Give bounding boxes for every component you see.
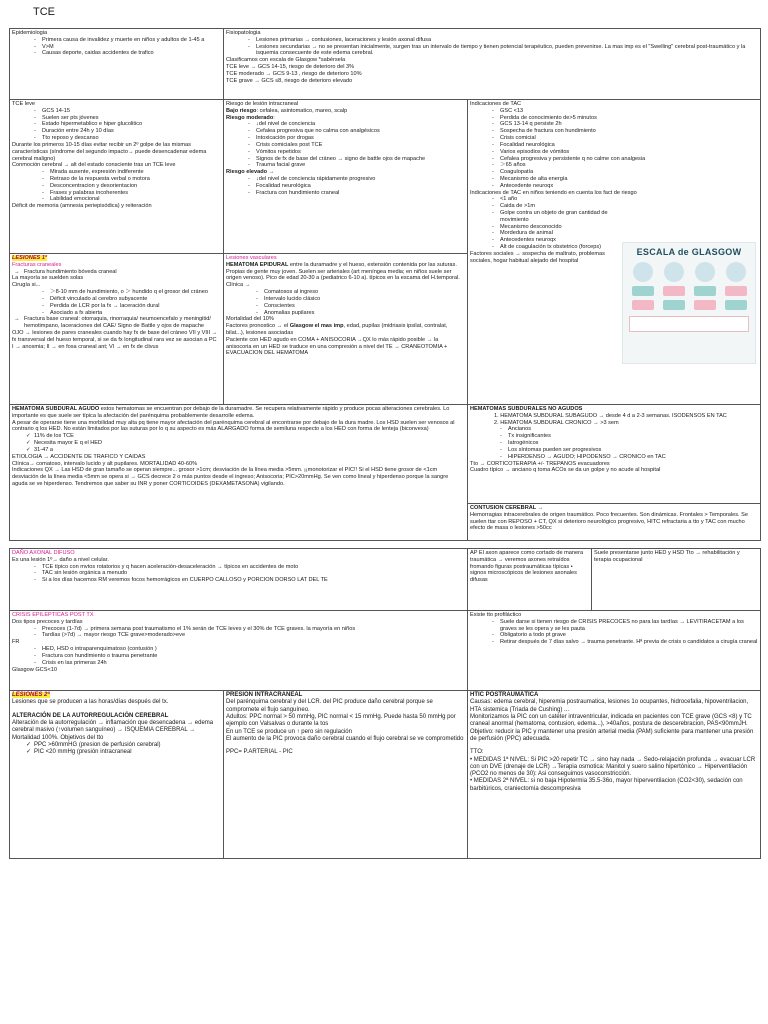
text-line: Clasificamos con escala de Glasgow *sabérsela [226,57,346,64]
text-line: Durante los primeros 10-15 días evitar recibir un 2º golpe de las mismas características (síndrome del segundo impacto→ puede desencadenar edema cerebral maligno) [12,141,207,162]
fracturas-title: Fracturas craneales [12,261,62,268]
text-line: Adultos: PPC normal > 50 mmHg, PIC normal < 15 mmHg. Puede hasta 50 mmHg por ejemplo con Valsalvas o durante la tos [226,713,456,728]
cell-dano-axonal [10,549,468,611]
list-item: - Antecedente neuroqx [470,183,758,190]
text-line: En un TCE se produce un ↑ pero sin regulación [226,728,352,735]
hed-pron-a: Factores pronostico → el [226,323,290,330]
list-item: - Lesiones secundarias → no se presentan inicialmente, surgen tras un intervalo de tiempo y tienen potencial terapéutico, pueden prevenirse. La mas imp es el "Swelling" cerebral post-traumático y la isquemia consecuente de este edema cerebral. [226,44,758,58]
text-line: I → anosmia; II → en fosa craneal ant; VI → en fx de clivus [12,343,159,350]
text-line: → Fractura hundimiento bóveda craneal [12,269,221,276]
list-item: - Golpe contra un objeto de gran cantidad de movimiento [470,210,610,224]
scale-box [694,286,716,296]
hed-text: entre la duramadre y el hueso, extensión contenida por las suturas. Propias de gente muy joven. Suelen ser arteriales (art meníngea media; en niños suele ser origen venoso). Pico de edad 20-30 a (pediatrico 6-10 a). típicos en la escama del H.temporal. [226,261,460,282]
scale-box [725,300,747,310]
score-icon [726,262,746,282]
text-line: TCE grave → GCS ≤8, riesgo de deterioro elevado [226,77,353,84]
list-item: - HIPERDENSO → AGUDO; HIPODENSO → CRONICO en TAC [470,454,758,461]
pic-title: PRESION INTRACRANEAL [226,692,303,698]
text-line: TCE moderado → GCS 9-13 , riesgo de deterioro 10% [226,70,362,77]
scale-box [725,286,747,296]
list-item: - Coagulopatía [470,169,758,176]
list-item: - Cefalea progresiva y persistente q no calme con analgesia [470,156,758,163]
list-item: - Iatrogénicos [470,440,758,447]
speech-icon [664,262,684,282]
text-line: Clínica → [226,282,251,289]
list-item: - Signos de fx de base del cráneo → signo de battle ojos de mapache [226,156,465,163]
list-item: - TCE típico con mvtos rotatorios y q hacen aceleración-desaceleración → típicos en accidentes de moto [12,564,465,571]
text-line: Dos tipos precoces y tardías [12,618,83,625]
list-item: - ↓del nivel de conciencia [226,121,465,128]
list-item: - Fractura con hundimiento o trauma penetrante [12,653,465,660]
list-item: - Déficit vinculado al cerebro subyacente [12,296,221,303]
cell-profilaxis [468,611,761,691]
list-item: - Mecanismo desconocido [470,224,610,231]
riesgo-bajo-text: : cefalea, asintomatico, mareo, scalp [256,107,348,114]
list-item: - Crisis en las primeras 24h [12,660,465,667]
cell-hsd-agudo [10,405,468,541]
text-line: Glasgow GCS<10 [12,666,57,673]
riesgo-mod-label: Riesgo moderado [226,114,274,121]
list-item: - Mecanismo de alta energía [470,176,758,183]
list-item: - Si a los días hacemos RM veremos focos hemorrágicos en CUERPO CALLOSO y PORCION DORSO LAT DEL TE [12,577,465,584]
list-item: - Perdida de LCR por la fx → laceración dural [12,303,221,310]
text-line: • MEDIDAS 2ª NIVEL: si no baja Hipotermia 35.5-36o, mayor hiperventilacion (CO2<30), sedación con barbitúricos, craniectomía descompresiva [470,778,743,792]
list-item: ✓ 11% de los TCE [12,433,465,440]
glasgow-scale-image [622,242,756,364]
hsa-label: HEMATOMA SUBDURAL AGUDO [12,406,100,412]
list-item: - Los síntomas pueden ser progresivos [470,447,758,454]
list-item: - Caida de >1m [470,203,610,210]
list-item: - Precoces (1-7d) → primera semana post traumatismo el 1% serán de TCE leves y el 30% de TCE graves. la mayoría en niños [12,626,465,633]
text-line: Indicaciones QX → Las HSD de gran tamaño se operan siempre... grosor >1cm; desviación de la línea media >5mm. ¡¡monotorizar el PIC!! Si el HSD tiene grosor de <1cm desviación de la línea media <5mm se opera si → GCS decrece 2 o más puntos desde el ingreso; Anisocoria; PIC>20mmHg. Se ven como lineal y hiperdenso porque la sangre aguda se ve hiperdenso. Tendremos que saber su INR y poner CORTICOIDES (DEXAMETASONA) vigilando. [12,467,449,487]
list-item: - GCS 13-14 q persiste 2h [470,121,758,128]
text-line: Cirugía si... [12,282,41,289]
list-item: - ↓del nivel de conciencia rápidamente progresivo [226,176,465,183]
text-line: El aumento de la PIC provoca daño cerebral cuando el flujo cerebral se ve comprometido [226,735,464,742]
cell-lesiones-vasculares [224,254,468,405]
list-item: - TAC sin lesión orgánica a menudo [12,570,465,577]
cell-htic [468,691,761,859]
list-item: - Antecedentes neuroqx [470,237,610,244]
cell-tce-leve [10,100,224,254]
table-hematoma-subdural [9,404,761,541]
list-item: - Crisis comiciales post TCE [226,142,465,149]
list-item: - Frases y palabras incoherentes [12,190,221,197]
list-item: - Vómitos repetidos [226,149,465,156]
hsa-text: estos hematomas se encuentran por debajo de la duramadre. Se recupera relativamente rápido y produce pocas alteraciones cerebrales. Lo importante es que suele ser típica la afectación del parénquima probablemente desarrolle edema. [12,406,450,419]
cell-fisiopatologia [224,29,761,100]
text-line: FR [12,639,20,646]
riesgo-elev-label: Riesgo elevado → [226,169,275,176]
list-item: ✓ PPC >60mmHG (presion de perfusión cerebral) [12,742,221,749]
text-line: Lesiones que se producen a las horas/días después del tx. [12,699,169,706]
list-item: - Mirada ausente, expresión indiferente [12,169,221,176]
text-line: Cuadro típico → anciano q toma ACOs se da un golpe y no acude al hospital [470,467,661,474]
hed-label: HEMATOMA EPIDURAL [226,261,289,268]
vasc-title: Lesiones vasculares [226,255,277,261]
list-item: - GSC <13 [470,108,758,115]
list-item: - Estado hipermetablico e hiper glucolitico [12,121,221,128]
text-line: → Fractura base craneal: otorraquia, rinorraquia/ neumoencefalo y meningitid/ hemotimpano, laceraciones del CAE/ Signo de Battle y ojos de mapache [12,316,221,330]
scale-box [632,286,654,296]
text-line: Paciente con HED agudo en COMA + ANISOCORIA →QX lo más rápido posible → la anisocoria en un HED se traduce en una compresión a nivel del TE → CRANEOTOMIA + EVACUACION DEL HEMATOMA [226,336,448,357]
list-item: - <1 año [470,196,610,203]
list-item: - Conscientes [226,303,465,310]
scale-box [663,300,685,310]
list-item: - Tx insignificantes [470,433,758,440]
list-item: - Suelen ser pts jóvenes [12,115,221,122]
table-epidemiologia [9,28,761,100]
text-line: Clínica→ comatoso, intervalo lucido y alt pupilares. MORTALIDAD 40-60% [12,460,198,467]
text-line: • MEDIDAS 1ª NIVEL: Si PIC >20 repetir TC → sino hay nada → Sedo-relajación profunda → evacuar LCR con un DVE (drenaje de LCR) →Terapia osmotica: Manitol y suero salino hipertónico → Hiperventilación (PCO2 no menos de 30): Asi conseguimos vasoconstricción. [470,756,756,778]
cell-indicaciones-tac [468,100,761,405]
list-item: - GCS 14-15 [12,108,221,115]
list-item: - Alt de coagulación tx obstetrico (forceps) [470,244,610,251]
ind-title: Indicaciones de TAC [470,101,522,107]
list-item: - ＞65 años [470,162,758,169]
list-item: - Focalidad neurológica [226,183,465,190]
ind-ninos: Indicaciones de TAC en niños teniendo en cuenta los fact de riesgo [470,189,637,196]
fisio-title: Fisiopatologia [226,30,261,36]
text-line: AP El axon aparece como cortado de manera traumática → veremos axones retraídos fromando figuras postraumáticas típicas • signos microscópicos de lesiones axonales difusas [470,550,584,584]
hsna-title: HEMATOMAS SUBDURALES NO AGUDOS [470,406,583,412]
text-line: Mortalidad del 10% [226,316,274,323]
dad-title: DAÑO AXONAL DIFUSO [12,550,75,556]
hed-pron-c: , edad, pupilas (midriasis ipsilat, contralat, bilat...), lesiones asociadas [226,323,448,336]
list-item: - Asociado a fx abierta [12,310,221,317]
table-dano-axonal [9,548,761,691]
glasgow-image-title: ESCALA de GLASGOW [636,247,742,257]
list-item: - Causas deporte, caidas accidentes de trafico [12,50,221,57]
list-item: - Mordedura de animal [470,230,610,237]
table-lesiones-2 [9,690,761,859]
list-item: - Focalidad neurológica [470,142,758,149]
list-item: - Perdida de conocimiento de>5 minutos [470,115,758,122]
riesgo-mod-colon: : [273,114,275,121]
page-title: TCE [33,6,55,18]
list-item: ✓ Necesita mayor E q el HED [12,440,465,447]
list-item: - Primera causa de invalidez y muerte en niños y adultos de 1-45 a [12,37,221,44]
list-item: - Tto reposo y descanso [12,135,221,142]
list-item: - Duración entre 24h y 10 días [12,128,221,135]
text-line: A pesar de operarse tiene una morbilidad muy alta pq tiene mayor afectación del parénquima cerebral al encontrarse por debajo de la dura madre. Los HSD suelen ser venosos al contrario q los HED. No están limitados por las suturas por lo q su aspecto es más ALARGADO forma de semiluna respecto a los HED con forma de lenteja (biconvexa) [12,419,455,433]
text-line: Tto → CORTICOTERAPIA +/- TREPANOS evacuadores [470,460,610,467]
cell-hsd-junto [592,549,761,611]
riesgo-title: Riesgo de lesión intracraneal [226,101,299,107]
cell-lesiones-2 [10,691,224,859]
lesiones-2-label: LESIONES 2º [12,692,50,698]
list-item: - Suele darse si tienen riesgo de CRISIS PRECOCES no para las tardías → LEVITIRACETAM a los graves se les opera y se les pauta [470,619,758,633]
text-line: TCE leve → GCS 14-15, riesgo de deterioro del 3% [226,64,355,71]
list-item: - Lesiones primarias → contusiones, laceraciones y lesión axonal difusa [226,37,758,44]
list-item: - Intoxicación por drogas [226,135,465,142]
text-line: Alteración de la autorregulación → inflamación que desencadena → edema cerebral masivo (↑volumen sanguíneo) → ISQUEMIA CEREBRAL → Mortalidad 100%. Objetivos del tto [12,719,214,741]
list-item: - Labilidad emocional [12,196,221,203]
hed-pron-b: Glasgow el mas imp [289,323,344,330]
list-item: - Comatosos al ingreso [226,289,465,296]
cell-ap [468,549,592,611]
list-item: - Retraso de la respuesta verbal o motora [12,176,221,183]
text-line: Conmoción cerebral → alt del estado consciente tras un TCE leve [12,162,176,169]
text-line: Déficit de memoria (amnesia periepisódica) y reiteración [12,203,152,210]
epi-title: Epidemiologia [12,30,48,36]
text-line: La mayoría se suelden solas [12,275,84,282]
table-tce-leve [9,99,761,405]
list-item: - Crisis comicial [470,135,758,142]
auto-title: ALTERACIÓN DE LA AUTORREGULACIÓN CEREBRAL [12,712,169,719]
list-item: ✓ PIC <20 mmHg (presión intracraneal [12,749,221,756]
scale-box [632,300,654,310]
list-item: - Ancianos [470,426,758,433]
list-item: - V>M [12,44,221,51]
proph-title: Existe tto profiláctico [470,612,522,618]
text-line: Causas: edema cerebral, hiperemia postraumatica, lesiones 1o ocupantes, hidrocefalia, hipoventrilacion, HTA sistemica (Triada de Cushing) ... [470,699,749,713]
list-item: - Retirar después de 7 días salvo → trauma penetrante. Hª previa de crisis o candidatos a cirugía craneal [470,639,758,646]
scale-box [694,300,716,310]
crisis-title: CRISIS EPILEPTICAS POST TX [12,612,94,618]
cell-pic [224,691,468,859]
text-line: Es una lesión 1º→ daño a nivel celular. [12,556,109,563]
glasgow-warning-box [629,316,749,332]
text-line: TTO: [470,749,484,756]
list-item: - Tardías (>7d) → mayor riesgo TCE grave>moderado>eve [12,632,465,639]
list-item: - Varios episodios de vómitos [470,149,758,156]
list-item: 1. HEMATOMA SUBDURAL SUBAGUDO → desde 4 d a 2-3 semanas. ISODENSOS EN TAC [494,412,727,419]
text-line: OJO → lesiones de pares craneales cuando hay fx de base del cráneo VII y VIII → fx transversal del hueso temporal, si se da fx longitudinal rara vez se asocian a PC [12,329,218,343]
ind-footer: Factores sociales → sospecha de maltrato, problemas sociales, hogar habitual alejado del hospital [470,250,605,264]
text-line: Monitorizamos la PIC con un catéter intraventricular, indicada en pacientes con TCE grave (GCS <8) y TC craneal anormal (hematoma, contusion, edema...), >40años, postura de descerebracion, PAS<90mmJH. Objetivo: reducir la PIC y mantener una presión arterial media (PAM) suficiente para mantener una presión de perfusión (PPC) adecuada. [470,713,754,742]
scale-box [663,286,685,296]
cell-epidemiologia [10,29,224,100]
motor-icon [695,262,715,282]
riesgo-bajo-label: Bajo riesgo [226,107,257,114]
cell-lesiones-1 [10,254,224,405]
text-line: PPC= P.ARTERIAL - PIC [226,749,293,756]
text-line: Hemorragias intracerebrales de origen traumático. Poco frecuentes. Son dinámicas. Frontales > Temporales. Se suelen ttar con REPOSO + CT, QX si deterioro neurológico progresivo, HITC refractaria a tto y TAC con mucho efecto de masa o lesiones >50cc [470,511,749,532]
list-item: - Intervalo lucido clásico [226,296,465,303]
text-line: Suele presentarse junto HED y HSD Tto → rehabilitación y terapia ocupacional [594,550,740,563]
list-item: - Fractura con hundimiento craneal [226,190,465,197]
list-item: - HED, HSD o intraparenquimatoso (contusión ) [12,646,465,653]
list-item: ✓ 31-47 a [12,447,465,454]
cell-riesgo [224,100,468,254]
text-line: ETIOLOGIA → ACCIDENTE DE TRAFICO Y CAIDAS [12,453,146,460]
list-item: - Trauma facial grave [226,162,465,169]
leve-title: TCE leve [12,101,36,107]
list-item: - Cefalea progresiva que no calma con analgésicos [226,128,465,135]
list-item: 2. HEMATOMA SUBDURAL CRONICO → >3 sem [494,419,619,426]
list-item: - Sospecha de fractura con hundimiento [470,128,758,135]
list-item: - Desconcentracion y desorientacion [12,183,221,190]
list-item: - ＞8-10 mm de hundimiento, o ＞ hundido q el grosor del cráneo [12,289,221,296]
list-item: - Obligatorio a todo pt grave [470,632,758,639]
cc-title: CONTUSION CEREBRAL → [470,505,544,511]
htic-title: HTIC POSTRAUMÁTICA [470,692,539,698]
eye-icon [633,262,653,282]
lesiones-1-label: LESIONES 1º [12,255,47,261]
list-item: - Anomalias pupilares [226,310,465,317]
cell-hsd-no-agudos [468,405,761,541]
text-line: Del parénquima cerebral y del LCR. del PIC produce daño cerebral porque se compromete el flujo sanguíneo. [226,699,433,713]
cell-crisis [10,611,468,691]
